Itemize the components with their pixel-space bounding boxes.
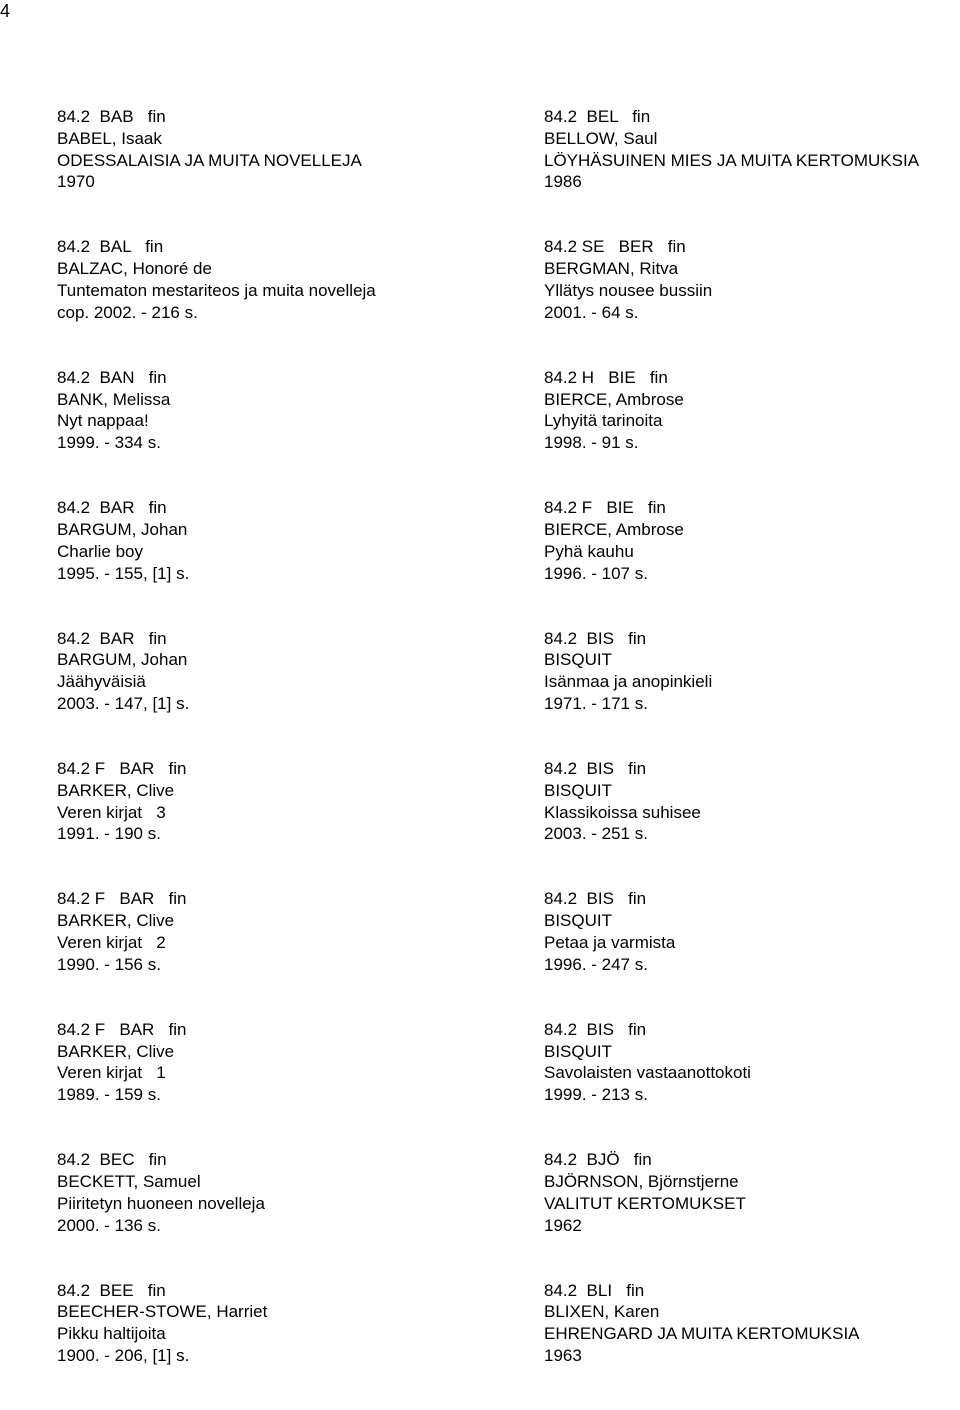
publication-info: 1999. - 334 s.	[57, 433, 161, 453]
publication-info: 1989. - 159 s.	[57, 1085, 161, 1105]
catalog-entry	[57, 367, 487, 497]
classmark: 84.2 BLI fin	[544, 1280, 645, 1300]
book-title: Nyt nappaa!	[57, 411, 149, 431]
catalog-entry	[544, 1019, 960, 1149]
book-title: Tuntematon mestariteos ja muita novelleja	[57, 280, 376, 300]
publication-info: 1963	[544, 1345, 582, 1365]
catalog-entry	[544, 497, 960, 627]
catalog-entry	[544, 1149, 960, 1279]
author: BARGUM, Johan	[57, 519, 188, 539]
catalog-entry	[544, 236, 960, 366]
book-title: Yllätys nousee bussiin	[544, 280, 713, 300]
book-title: LÖYHÄSUINEN MIES JA MUITA KERTOMUKSIA	[544, 150, 920, 170]
author: BERGMAN, Ritva	[544, 259, 679, 279]
author: BABEL, Isaak	[57, 128, 162, 148]
book-title: Jäähyväisiä	[57, 672, 146, 692]
book-title: Isänmaa ja anopinkieli	[544, 672, 713, 692]
catalog-entry	[57, 1280, 487, 1410]
publication-info: 2001. - 64 s.	[544, 302, 639, 322]
publication-info: 1900. - 206, [1] s.	[57, 1345, 190, 1365]
author: BECKETT, Samuel	[57, 1171, 201, 1191]
publication-info: 1999. - 213 s.	[544, 1085, 648, 1105]
catalog-entry	[544, 628, 960, 758]
book-title: Pyhä kauhu	[544, 541, 634, 561]
classmark: 84.2 F BAR fin	[57, 889, 187, 909]
author: BIERCE, Ambrose	[544, 389, 684, 409]
publication-info: 1996. - 107 s.	[544, 563, 648, 583]
author: BARKER, Clive	[57, 911, 175, 931]
book-title: VALITUT KERTOMUKSET	[544, 1193, 746, 1213]
book-title: Piiritetyn huoneen novelleja	[57, 1193, 265, 1213]
book-title: Pikku haltijoita	[57, 1324, 166, 1344]
book-title: Lyhyitä tarinoita	[544, 411, 663, 431]
catalog-entry	[544, 888, 960, 1018]
classmark: 84.2 BEC fin	[57, 1150, 167, 1170]
publication-info: 1995. - 155, [1] s.	[57, 563, 190, 583]
classmark: 84.2 H BIE fin	[544, 367, 668, 387]
classmark: 84.2 BIS fin	[544, 889, 647, 909]
classmark: 84.2 BAR fin	[57, 628, 167, 648]
author: BISQUIT	[544, 780, 613, 800]
author: BJÖRNSON, Björnstjerne	[544, 1171, 739, 1191]
right-column	[544, 106, 960, 1410]
book-title: Veren kirjat 3	[57, 802, 166, 822]
book-title: Veren kirjat 1	[57, 1063, 166, 1083]
catalog-entry	[57, 106, 487, 236]
left-column	[57, 106, 487, 1410]
book-title: Savolaisten vastaanottokoti	[544, 1063, 751, 1083]
catalog-entry	[544, 1280, 960, 1410]
catalog-entry	[57, 497, 487, 627]
classmark: 84.2 BJÖ fin	[544, 1150, 652, 1170]
author: BISQUIT	[544, 911, 613, 931]
book-title: Veren kirjat 2	[57, 932, 166, 952]
author: BELLOW, Saul	[544, 128, 658, 148]
publication-info: 1990. - 156 s.	[57, 954, 161, 974]
catalog-entry	[57, 1019, 487, 1149]
publication-info: 2003. - 147, [1] s.	[57, 693, 190, 713]
catalog-entry	[544, 106, 960, 236]
book-title: Charlie boy	[57, 541, 143, 561]
publication-info: cop. 2002. - 216 s.	[57, 302, 198, 322]
classmark: 84.2 BEE fin	[57, 1280, 166, 1300]
catalog-entry	[57, 758, 487, 888]
author: BARKER, Clive	[57, 780, 175, 800]
classmark: 84.2 F BAR fin	[57, 758, 187, 778]
classmark: 84.2 BAN fin	[57, 367, 167, 387]
book-title: Petaa ja varmista	[544, 932, 676, 952]
publication-info: 1998. - 91 s.	[544, 433, 639, 453]
publication-info: 2003. - 251 s.	[544, 824, 648, 844]
classmark: 84.2 F BIE fin	[544, 498, 666, 518]
page-number: 4	[0, 1, 11, 21]
publication-info: 2000. - 136 s.	[57, 1215, 161, 1235]
author: BANK, Melissa	[57, 389, 171, 409]
publication-info: 1996. - 247 s.	[544, 954, 648, 974]
author: BIERCE, Ambrose	[544, 519, 684, 539]
publication-info: 1970	[57, 172, 95, 192]
author: BISQUIT	[544, 1041, 613, 1061]
classmark: 84.2 BEL fin	[544, 107, 651, 126]
classmark: 84.2 SE BER fin	[544, 237, 686, 257]
classmark: 84.2 BIS fin	[544, 758, 647, 778]
catalog-entry	[544, 758, 960, 888]
catalog-entry	[57, 888, 487, 1018]
catalog-entry	[57, 1149, 487, 1279]
author: BARGUM, Johan	[57, 650, 188, 670]
catalog-entry	[544, 367, 960, 497]
classmark: 84.2 BAL fin	[57, 237, 164, 257]
classmark: 84.2 BAB fin	[57, 107, 166, 126]
classmark: 84.2 BAR fin	[57, 498, 167, 518]
classmark: 84.2 BIS fin	[544, 1019, 647, 1039]
publication-info: 1986	[544, 172, 582, 192]
classmark: 84.2 F BAR fin	[57, 1019, 187, 1039]
author: BEECHER-STOWE, Harriet	[57, 1302, 268, 1322]
author: BARKER, Clive	[57, 1041, 175, 1061]
publication-info: 1962	[544, 1215, 582, 1235]
book-title: ODESSALAISIA JA MUITA NOVELLEJA	[57, 150, 362, 170]
author: BLIXEN, Karen	[544, 1302, 660, 1322]
catalog-entry	[57, 236, 487, 366]
publication-info: 1991. - 190 s.	[57, 824, 161, 844]
classmark: 84.2 BIS fin	[544, 628, 647, 648]
author: BISQUIT	[544, 650, 613, 670]
book-title: Klassikoissa suhisee	[544, 802, 701, 822]
catalog-entry	[57, 628, 487, 758]
book-title: EHRENGARD JA MUITA KERTOMUKSIA	[544, 1324, 860, 1344]
publication-info: 1971. - 171 s.	[544, 693, 648, 713]
author: BALZAC, Honoré de	[57, 259, 212, 279]
